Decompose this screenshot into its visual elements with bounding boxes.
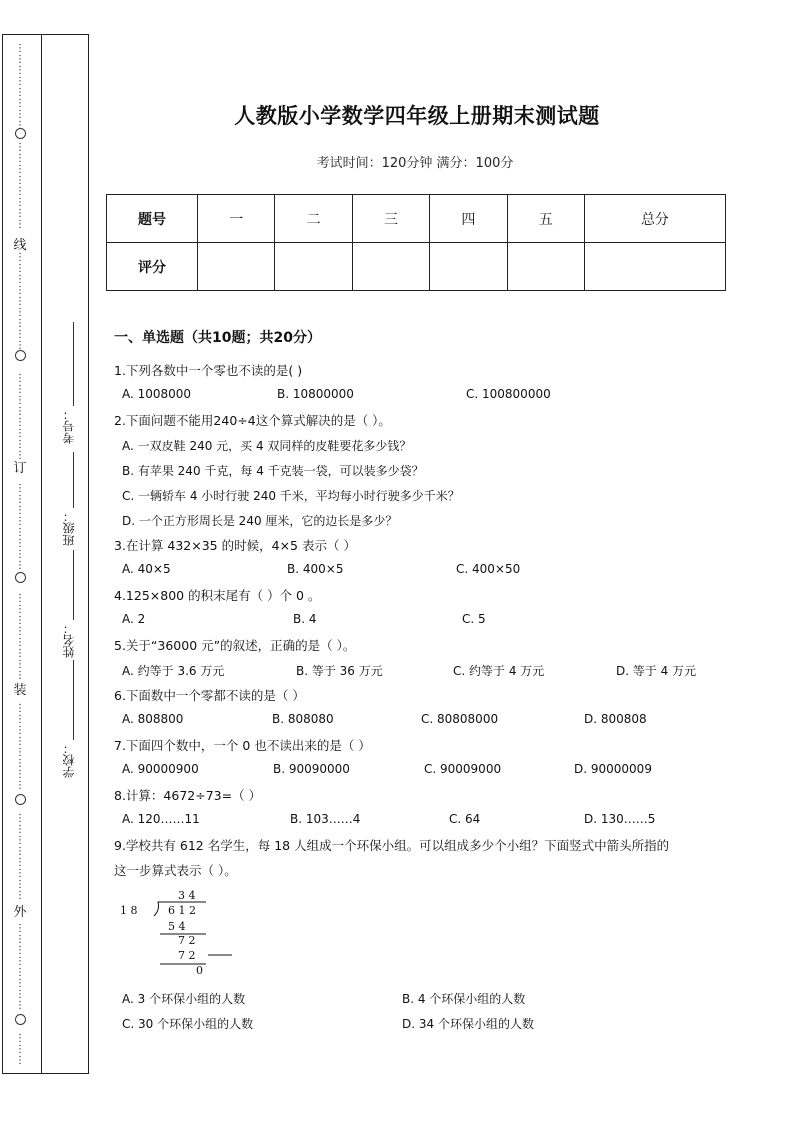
binding-ring bbox=[15, 572, 26, 583]
binding-dot: ⋮ bbox=[15, 340, 25, 351]
binding-dot: ⋮ bbox=[15, 637, 25, 648]
school-line bbox=[73, 660, 74, 740]
division-dividend: 6 1 2 bbox=[168, 904, 196, 917]
question-stem: 7.下面四个数中，一个 0 也不读出来的是（ ） bbox=[114, 738, 371, 753]
binding-dot: ⋮ bbox=[15, 252, 25, 263]
option[interactable]: B. 90090000 bbox=[273, 762, 350, 776]
binding-dot: ⋮ bbox=[15, 824, 25, 835]
binding-dot: ⋮ bbox=[15, 164, 25, 175]
binding-dot: ⋮ bbox=[15, 494, 25, 505]
binding-dot: ⋮ bbox=[15, 153, 25, 164]
binding-dot: ⋮ bbox=[15, 857, 25, 868]
question-stem: 8.计算：4672÷73=（ ） bbox=[114, 788, 262, 803]
exam-info: 考试时间：120分钟 满分：100分 bbox=[316, 156, 514, 171]
binding-dot: ⋮ bbox=[15, 120, 25, 131]
score-table-cell: 评分 bbox=[107, 243, 198, 291]
division-step-3: 7 2 bbox=[178, 949, 196, 962]
binding-dot: ⋮ bbox=[15, 615, 25, 626]
binding-dot: ⋮ bbox=[15, 98, 25, 109]
score-table-cell: 五 bbox=[507, 195, 584, 243]
binding-dot: ⋮ bbox=[15, 769, 25, 780]
score-table-cell: 一 bbox=[198, 195, 275, 243]
binding-dot: ⋮ bbox=[15, 417, 25, 428]
binding-dot: ⋮ bbox=[15, 186, 25, 197]
binding-divider bbox=[41, 35, 42, 1073]
class-line bbox=[73, 452, 74, 508]
binding-dot: ⋮ bbox=[15, 967, 25, 978]
binding-dot: ⋮ bbox=[15, 296, 25, 307]
binding-dot: ⋮ bbox=[15, 76, 25, 87]
binding-dot: ⋮ bbox=[15, 736, 25, 747]
exam-number-label: 考号： bbox=[62, 408, 76, 444]
score-input-cell[interactable] bbox=[352, 243, 429, 291]
binding-ring bbox=[15, 1014, 26, 1025]
binding-dot: ⋮ bbox=[15, 87, 25, 98]
binding-dot: ⋮ bbox=[15, 989, 25, 1000]
option[interactable]: C. 30 个环保小组的人数 bbox=[122, 1017, 254, 1031]
score-input-cell[interactable] bbox=[275, 243, 352, 291]
question-stem: 4.125×800 的积末尾有（ ）个 0 。 bbox=[114, 588, 321, 603]
question-stem: 1.下列各数中一个零也不读的是( ) bbox=[114, 363, 303, 378]
option[interactable]: B. 400×5 bbox=[287, 562, 344, 576]
binding-dot: ⋮ bbox=[15, 208, 25, 219]
binding-dot: ⋮ bbox=[15, 483, 25, 494]
exam-number-line bbox=[73, 322, 74, 406]
option[interactable]: B. 等于 36 万元 bbox=[296, 664, 383, 678]
score-input-cell[interactable] bbox=[507, 243, 584, 291]
binding-label-outer: 外 bbox=[13, 905, 27, 920]
binding-dot: ⋮ bbox=[15, 439, 25, 450]
option[interactable]: A. 2 bbox=[122, 612, 146, 626]
binding-dot: ⋮ bbox=[15, 54, 25, 65]
option[interactable]: C. 400×50 bbox=[456, 562, 521, 576]
option[interactable]: A. 40×5 bbox=[122, 562, 171, 576]
option[interactable]: B. 4 个环保小组的人数 bbox=[402, 992, 526, 1006]
binding-dot: ⋮ bbox=[15, 648, 25, 659]
division-remainder: 0 bbox=[196, 964, 203, 977]
score-table-cell: 二 bbox=[275, 195, 352, 243]
binding-dot: ⋮ bbox=[15, 780, 25, 791]
binding-dot: ⋮ bbox=[15, 219, 25, 230]
score-table bbox=[106, 194, 726, 291]
score-input-cell[interactable] bbox=[198, 243, 275, 291]
score-input-cell[interactable] bbox=[584, 243, 725, 291]
binding-dot: ⋮ bbox=[15, 197, 25, 208]
option[interactable]: B. 103……4 bbox=[290, 812, 361, 826]
binding-dot: ⋮ bbox=[15, 934, 25, 945]
binding-dot: ⋮ bbox=[15, 670, 25, 681]
binding-dot: ⋮ bbox=[15, 747, 25, 758]
binding-ring bbox=[15, 794, 26, 805]
binding-dot: ⋮ bbox=[15, 43, 25, 54]
option[interactable]: A. 约等于 3.6 万元 bbox=[122, 664, 225, 678]
option[interactable]: B. 4 bbox=[293, 612, 317, 626]
name-label: 姓名： bbox=[62, 622, 76, 658]
option[interactable]: B. 10800000 bbox=[277, 387, 354, 401]
class-label: 班级： bbox=[62, 510, 76, 546]
binding-label-bind: 订 bbox=[13, 461, 27, 476]
binding-dot: ⋮ bbox=[15, 1055, 25, 1066]
binding-dot: ⋮ bbox=[15, 142, 25, 153]
binding-dot: ⋮ bbox=[15, 65, 25, 76]
binding-dot: ⋮ bbox=[15, 604, 25, 615]
option[interactable]: D. 130……5 bbox=[584, 812, 656, 826]
binding-dot: ⋮ bbox=[15, 945, 25, 956]
question-stem-continued: 这一步算式表示（ ）。 bbox=[114, 863, 237, 878]
division-step-1: 5 4 bbox=[168, 920, 186, 933]
binding-dot: ⋮ bbox=[15, 725, 25, 736]
binding-dot: ⋮ bbox=[15, 868, 25, 879]
option[interactable]: C. 64 bbox=[449, 812, 481, 826]
binding-dot: ⋮ bbox=[15, 560, 25, 571]
binding-dot: ⋮ bbox=[15, 978, 25, 989]
option[interactable]: A. 808800 bbox=[122, 712, 184, 726]
option[interactable]: A. 120……11 bbox=[122, 812, 200, 826]
page-title: 人教版小学数学四年级上册期末测试题 bbox=[234, 103, 600, 128]
binding-dot: ⋮ bbox=[15, 1000, 25, 1011]
option[interactable]: A. 1008000 bbox=[122, 387, 192, 401]
binding-dot: ⋮ bbox=[15, 956, 25, 967]
binding-dot: ⋮ bbox=[15, 428, 25, 439]
division-step-2: 7 2 bbox=[178, 934, 196, 947]
binding-dot: ⋮ bbox=[15, 659, 25, 670]
option[interactable]: C. 5 bbox=[462, 612, 486, 626]
option[interactable]: A. 一双皮鞋 240 元，买 4 双同样的皮鞋要花多少钱？ bbox=[122, 439, 412, 453]
question-stem: 6.下面数中一个零都不读的是（ ） bbox=[114, 688, 305, 703]
score-table-cell: 三 bbox=[352, 195, 429, 243]
binding-dot: ⋮ bbox=[15, 263, 25, 274]
binding-dot: ⋮ bbox=[15, 549, 25, 560]
option[interactable]: D. 等于 4 万元 bbox=[616, 664, 697, 678]
question-stem: 2.下面问题不能用240÷4这个算式解决的是（ ）。 bbox=[114, 413, 391, 428]
division-divisor: 1 8 bbox=[120, 904, 138, 917]
option[interactable]: C. 90009000 bbox=[424, 762, 502, 776]
binding-dot: ⋮ bbox=[15, 846, 25, 857]
option[interactable]: B. 808080 bbox=[272, 712, 334, 726]
binding-dot: ⋮ bbox=[15, 714, 25, 725]
binding-dot: ⋮ bbox=[15, 879, 25, 890]
binding-label-pack: 装 bbox=[13, 683, 27, 698]
option[interactable]: A. 90000900 bbox=[122, 762, 199, 776]
binding-dot: ⋮ bbox=[15, 505, 25, 516]
binding-dot: ⋮ bbox=[15, 109, 25, 120]
binding-dot: ⋮ bbox=[15, 538, 25, 549]
binding-dot: ⋮ bbox=[15, 175, 25, 186]
binding-dot: ⋮ bbox=[15, 923, 25, 934]
question-stem: 5.关于“36000 元”的叙述，正确的是（ ）。 bbox=[114, 638, 356, 653]
binding-ring bbox=[15, 350, 26, 361]
option[interactable]: D. 34 个环保小组的人数 bbox=[402, 1017, 534, 1031]
score-table-cell: 四 bbox=[430, 195, 507, 243]
score-table-score-row bbox=[107, 243, 726, 291]
score-table-cell: 总分 bbox=[584, 195, 725, 243]
binding-dot: ⋮ bbox=[15, 1044, 25, 1055]
binding-dot: ⋮ bbox=[15, 285, 25, 296]
score-table-header-row bbox=[107, 195, 726, 243]
score-table-cell: 题号 bbox=[107, 195, 198, 243]
division-quotient: 3 4 bbox=[178, 889, 196, 902]
long-division-figure bbox=[114, 884, 244, 980]
option[interactable]: C. 一辆轿车 4 小时行驶 240 千米，平均每小时行驶多少千米？ bbox=[122, 489, 460, 503]
name-line bbox=[73, 550, 74, 620]
binding-dot: ⋮ bbox=[15, 703, 25, 714]
binding-dot: ⋮ bbox=[15, 516, 25, 527]
binding-dot: ⋮ bbox=[15, 395, 25, 406]
binding-dot: ⋮ bbox=[15, 890, 25, 901]
binding-label-line: 线 bbox=[13, 238, 27, 253]
option[interactable]: A. 3 个环保小组的人数 bbox=[122, 992, 246, 1006]
option[interactable]: B. 有苹果 240 千克，每 4 千克装一袋，可以装多少袋？ bbox=[122, 464, 424, 478]
binding-dot: ⋮ bbox=[15, 307, 25, 318]
binding-dot: ⋮ bbox=[15, 274, 25, 285]
score-input-cell[interactable] bbox=[430, 243, 507, 291]
binding-dot: ⋮ bbox=[15, 329, 25, 340]
binding-dot: ⋮ bbox=[15, 813, 25, 824]
binding-dot: ⋮ bbox=[15, 1033, 25, 1044]
option[interactable]: D. 800808 bbox=[584, 712, 647, 726]
option[interactable]: C. 80808000 bbox=[421, 712, 499, 726]
school-label: 学校： bbox=[62, 742, 76, 778]
binding-dot: ⋮ bbox=[15, 318, 25, 329]
binding-dot: ⋮ bbox=[15, 626, 25, 637]
option[interactable]: D. 一个正方形周长是 240 厘米，它的边长是多少？ bbox=[122, 514, 398, 528]
binding-dot: ⋮ bbox=[15, 593, 25, 604]
option[interactable]: C. 100800000 bbox=[466, 387, 551, 401]
section-title: 一、单选题（共10题；共20分） bbox=[114, 330, 321, 346]
option[interactable]: C. 约等于 4 万元 bbox=[453, 664, 545, 678]
binding-dot: ⋮ bbox=[15, 527, 25, 538]
binding-dot: ⋮ bbox=[15, 406, 25, 417]
binding-dot: ⋮ bbox=[15, 373, 25, 384]
question-stem: 9.学校共有 612 名学生，每 18 人组成一个环保小组。可以组成多少个小组？下面竖式中箭头所指的 bbox=[114, 838, 670, 853]
question-stem: 3.在计算 432×35 的时候，4×5 表示（ ） bbox=[114, 538, 356, 553]
binding-dot: ⋮ bbox=[15, 384, 25, 395]
binding-dot: ⋮ bbox=[15, 758, 25, 769]
binding-dot: ⋮ bbox=[15, 835, 25, 846]
binding-dot: ⋮ bbox=[15, 450, 25, 461]
option[interactable]: D. 90000009 bbox=[574, 762, 652, 776]
